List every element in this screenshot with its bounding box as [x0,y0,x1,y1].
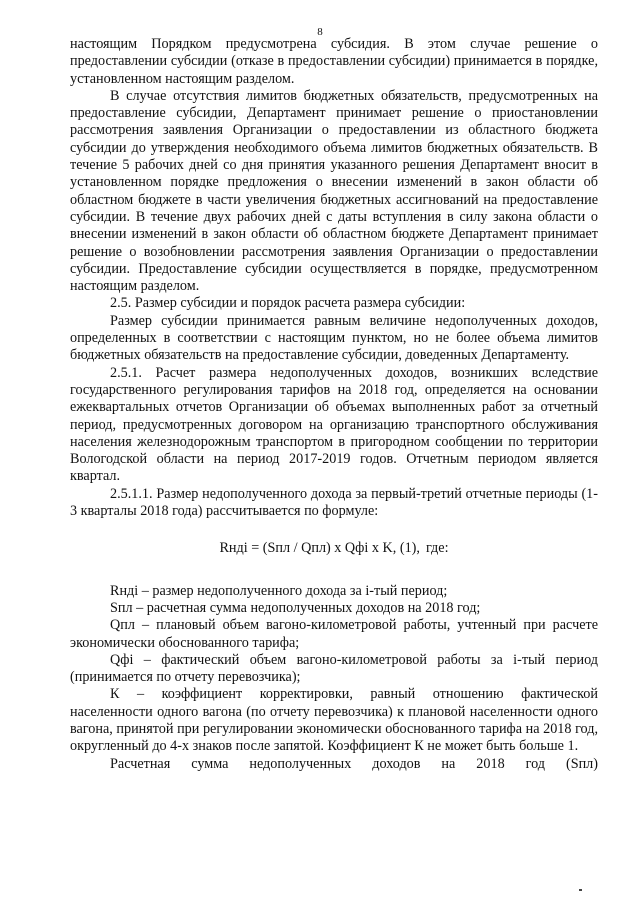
definition-qf: Qфi – фактический объем вагоно-километровой работы за i-тый период (принимается по отчету перевозчика); [70,651,598,686]
definition-rnd: Rндi – размер недополученного дохода за i-тый период; [110,582,448,599]
definition-k: К – коэффициент корректировки, равный отношению фактической населенности одного вагона (по отчету перевозчика) к плановой населенности одного вагона, принятой при регулировании экономически обоснованного тарифа на 2018 год, округленный до 4-х знаков после запятой. Коэффициент К не может быть больше 1. [70,686,598,755]
formula-line [70,540,598,557]
page-number: 8 [317,26,323,38]
definition-spl: Sпл – расчетная сумма недополученных доходов на 2018 год; [110,599,481,616]
section-heading-2-5: 2.5. Размер субсидии и порядок расчета размера субсидии: [110,295,466,312]
paragraph-continuation: настоящим Порядком предусмотрена субсидия. В этом случае решение о предоставлении субсидии (отказе в предоставлении субсидии) принимается в порядке, установленном настоящим разделом. [70,36,598,87]
paragraph-2-5-1-1: 2.5.1.1. Размер недополученного дохода за первый-третий отчетные периоды (1-3 кварталы 2018 года) рассчитывается по формуле: [70,485,598,520]
definition-spl-calculation: Расчетная сумма недополученных доходов на 2018 год (Sпл) [110,755,598,772]
formula-suffix: где: [425,540,449,557]
definition-qpl: Qпл – плановый объем вагоно-километровой работы, учтенный при расчете экономически обоснованного тарифа; [70,617,598,651]
paragraph-2-5-1: 2.5.1. Расчет размера недополученных доходов, возникших вследствие государственного регулирования тарифов на 2018 год, определяется на основании ежеквартальных отчетов Организации об объемах выполненных работ за отчетный период, предусмотренных договором на организацию транспортного обслуживания населения железнодорожным транспортом в пригородном сообщении по территории Вологодской области на период 2017-2019 годов. Отчетным периодом является квартал. [70,364,598,485]
scan-mark [579,889,582,891]
paragraph-budget-limits: В случае отсутствия лимитов бюджетных обязательств, предусмотренных на предоставление субсидии, Департамент принимает решение о приостановлении рассмотрения заявления Организации о предоставлении из областного бюджета субсидии до утверждения необходимого объема лимитов бюджетных обязательств. В течение 5 рабочих дней со дня принятия указанного решения Департамент вносит в установленном порядке предложения о внесении изменений в закон области об областном бюджете в части увеличения бюджетных ассигнований на предоставление субсидии. В течение двух рабочих дней с даты вступления в силу закона области о внесении изменений в закон области об областном бюджете Департамент принимает решение о возобновлении рассмотрения заявления Организации о предоставлении субсидии. Предоставление субсидии осуществляется в порядке, предусмотренном настоящим разделом. [70,87,598,295]
paragraph-subsidy-size: Размер субсидии принимается равным величине недополученных доходов, определенных в соответствии с настоящим пунктом, но не более объема лимитов бюджетных обязательств на предоставление субсидии, доведенных Департаменту. [70,312,598,364]
formula-expression: Rндi = (Sпл / Qпл) x Qфi x K, (1), [219,540,420,557]
document-body [70,36,598,773]
